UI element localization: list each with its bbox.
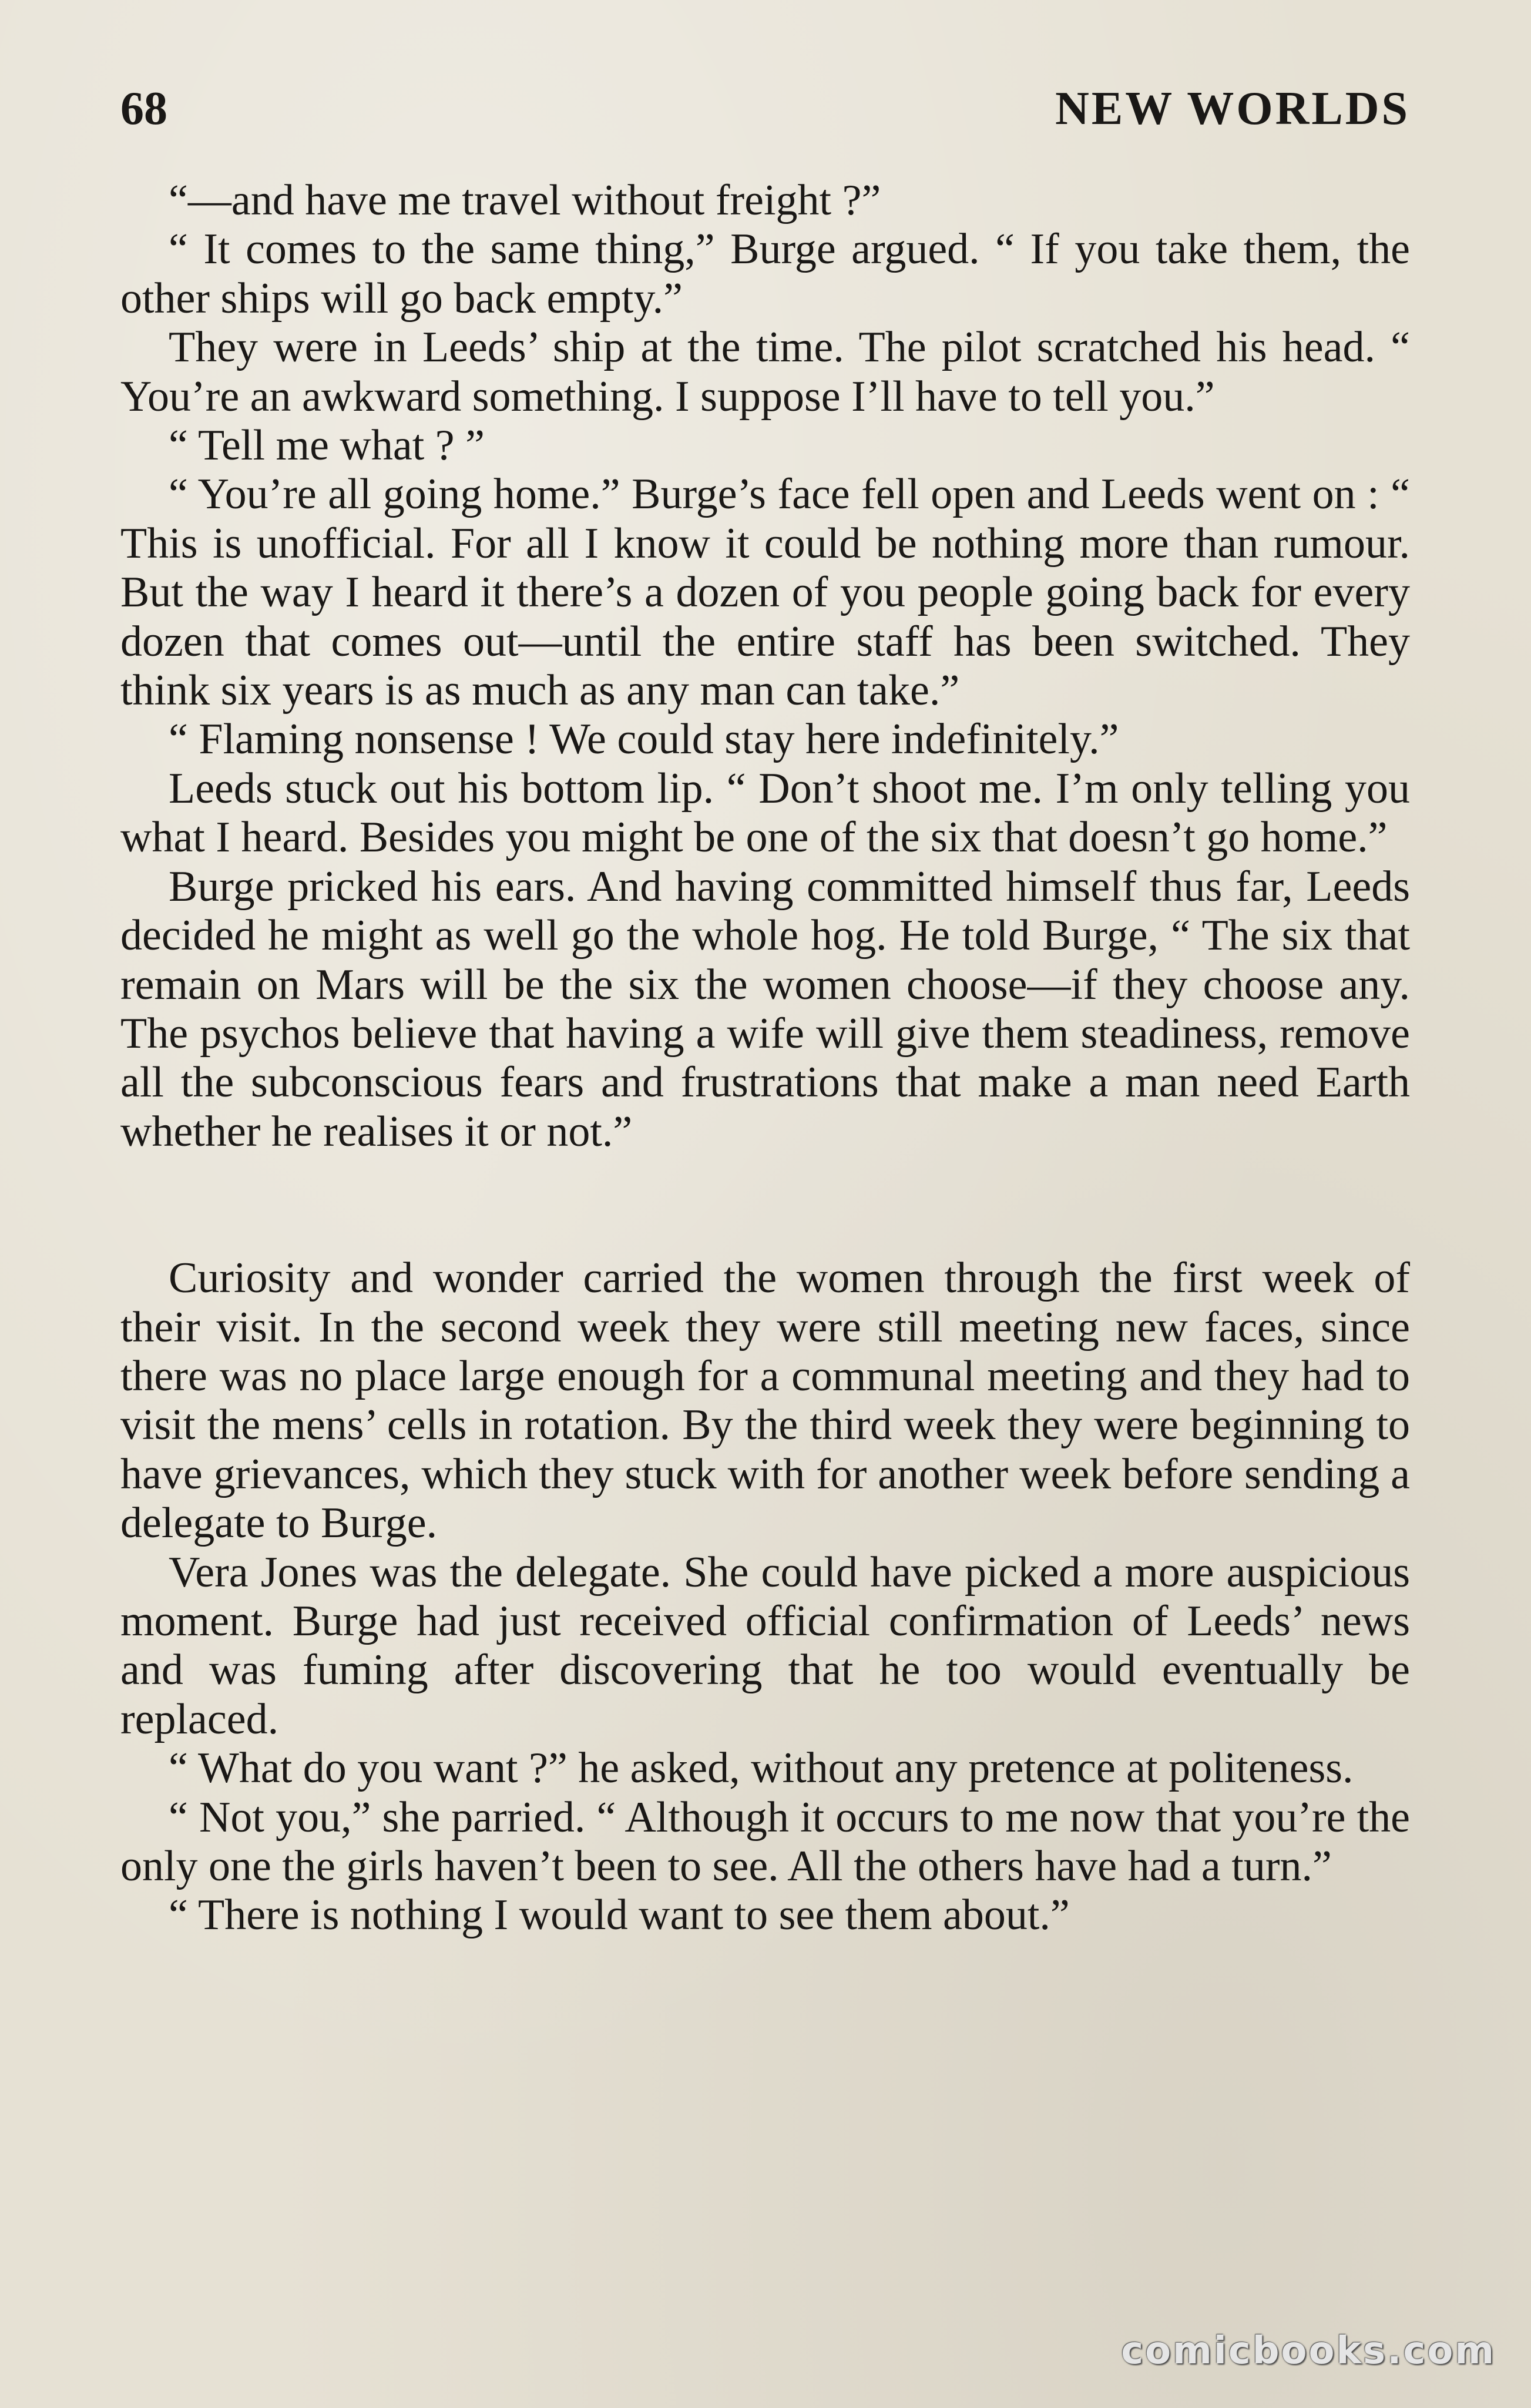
paragraph: “ Flaming nonsense ! We could stay here indefinitely.” <box>169 715 1119 764</box>
paragraph: “—and have me travel without freight ?” <box>169 176 881 224</box>
page-number: 68 <box>120 83 167 135</box>
paragraph: “ There is nothing I would want to see them about.” <box>169 1891 1070 1940</box>
paragraph: Curiosity and wonder carried the women through the first week of their visit. In the second week they were still meeting new faces, since there was no place large enough for a communal meeting and they had to visit the mens’ cells in rotation. By the third week they were beginning to have grievances, which they stuck with for another week before sending a delegate to Burge. <box>120 1254 1410 1548</box>
section-break <box>120 1156 1410 1254</box>
paragraph: Vera Jones was the delegate. She could have picked a more auspicious moment. Burge had just received official confirmation of Leeds’ news and was fuming after discovering that he too would eventually be replaced. <box>120 1548 1410 1743</box>
paragraph: “ It comes to the same thing,” Burge argued. “ If you take them, the other ships will go back empty.” <box>120 225 1410 323</box>
paragraph: “ You’re all going home.” Burge’s face fell open and Leeds went on : “ This is unofficial. For all I know it could be nothing more than rumour. But the way I heard it there’s a dozen of you people going back for every dozen that comes out—until the entire staff has been switched. They think six years is as much as any man can take.” <box>120 470 1410 715</box>
paragraph: “ What do you want ?” he asked, without any pretence at politeness. <box>169 1744 1354 1793</box>
page-header <box>120 76 1410 141</box>
story-text <box>120 176 1410 1940</box>
paragraph: “ Not you,” she parried. “ Although it occurs to me now that you’re the only one the girls haven’t been to see. All the others have had a turn.” <box>120 1793 1410 1890</box>
watermark: comicbooks.com <box>1121 2329 1496 2373</box>
paragraph: Burge pricked his ears. And having committed himself thus far, Leeds decided he might as well go the whole hog. He told Burge, “ The six that remain on Mars will be the six the women choose—if they choose any. The psychos believe that having a wife will give them steadiness, remove all the subconscious fears and frustrations that make a man need Earth whether he realises it or not.” <box>120 862 1410 1156</box>
paragraph: “ Tell me what ? ” <box>169 421 485 470</box>
paragraph: Leeds stuck out his bottom lip. “ Don’t shoot me. I’m only telling you what I heard. Besides you might be one of the six that doesn’t go home.” <box>120 764 1410 862</box>
running-head: NEW WORLDS <box>1055 83 1410 135</box>
paragraph: They were in Leeds’ ship at the time. The pilot scratched his head. “ You’re an awkward something. I suppose I’ll have to tell you.” <box>120 323 1410 421</box>
